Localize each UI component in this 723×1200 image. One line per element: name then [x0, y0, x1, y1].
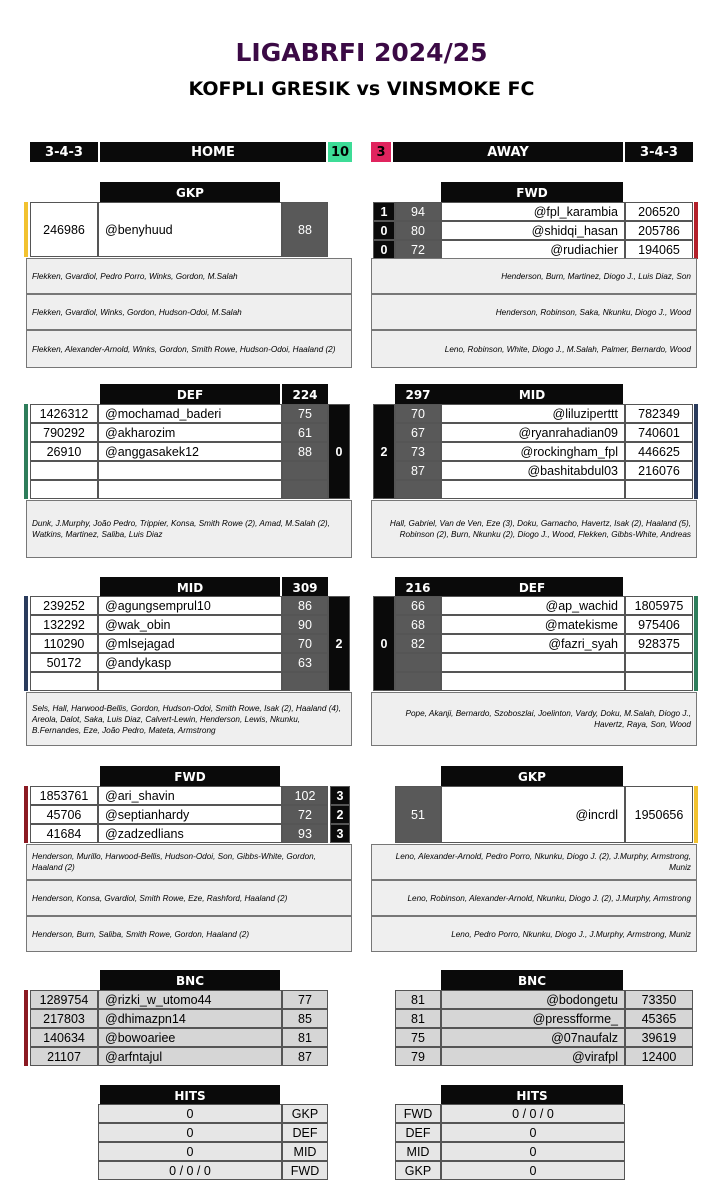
away-mid-name: @bashitabdul03	[441, 461, 625, 480]
away-def-name: @fazri_syah	[441, 634, 625, 653]
home-fwd-name: @septianhardy	[98, 805, 282, 824]
away-mid-points: 70	[395, 404, 441, 423]
away-def-empty	[441, 672, 625, 691]
home-bnc-name: @rizki_w_utomo44	[98, 990, 282, 1009]
away-fwd-header: FWD	[441, 182, 623, 203]
home-gkp-points: 88	[282, 202, 328, 257]
away-hits-value: 0 / 0 / 0	[441, 1104, 625, 1123]
away-gkp-note-1: Leno, Alexander-Arnold, Pedro Porro, Nkunku, Diogo J. (2), J.Murphy, Armstrong, Muniz	[371, 844, 697, 880]
away-fwd-rank: 205786	[625, 221, 693, 240]
away-hits-header: HITS	[441, 1085, 623, 1106]
away-hits-pos: GKP	[395, 1161, 441, 1180]
away-def-points: 82	[395, 634, 441, 653]
home-def-empty	[282, 461, 328, 480]
home-mid-rank: 110290	[30, 634, 98, 653]
home-hits-value: 0	[98, 1104, 282, 1123]
away-fwd-hits: 1	[373, 202, 395, 221]
home-def-name: @mochamad_baderi	[98, 404, 282, 423]
home-mid-note: Sels, Hall, Harwood-Bellis, Gordon, Hudson-Odoi, Smith Rowe, Isak (2), Haaland (4), Areola, Dalot, Saka, Luis Diaz, Calvert-Lewin, Henderson, Lewis, Nkunku, B.Fernandes, Eze, João Pedro, Mateta, Armstrong	[26, 692, 352, 746]
home-fwd-hits: 3	[330, 824, 350, 843]
away-mid-stripe	[694, 404, 698, 499]
home-fwd-points: 72	[282, 805, 328, 824]
home-def-total: 224	[282, 384, 328, 405]
away-gkp-note-2: Leno, Robinson, Alexander-Arnold, Nkunku, Diogo J. (2), J.Murphy, Armstrong	[371, 880, 697, 916]
away-gkp-points: 51	[395, 786, 441, 843]
away-def-total: 216	[395, 577, 441, 598]
home-fwd-points: 93	[282, 824, 328, 843]
home-formation: 3-4-3	[30, 142, 98, 162]
home-hits-pos: GKP	[282, 1104, 328, 1123]
away-bnc-rank: 39619	[625, 1028, 693, 1047]
away-def-stripe	[694, 596, 698, 691]
home-bnc-rank: 1289754	[30, 990, 98, 1009]
home-fwd-rank: 45706	[30, 805, 98, 824]
away-fwd-note-3: Leno, Robinson, White, Diogo J., M.Salah, Palmer, Bernardo, Wood	[371, 330, 697, 368]
away-gkp-note-3: Leno, Pedro Porro, Nkunku, Diogo J., J.Murphy, Armstrong, Muniz	[371, 916, 697, 952]
home-def-empty	[98, 461, 282, 480]
away-def-name: @matekisme	[441, 615, 625, 634]
away-def-name: @ap_wachid	[441, 596, 625, 615]
away-mid-name: @liluziperttt	[441, 404, 625, 423]
home-mid-header: MID	[100, 577, 280, 598]
away-label: AWAY	[393, 142, 623, 162]
away-bnc-rank: 73350	[625, 990, 693, 1009]
home-mid-name: @wak_obin	[98, 615, 282, 634]
home-gkp-header: GKP	[100, 182, 280, 203]
away-fwd-name: @rudiachier	[441, 240, 625, 259]
away-def-rank: 975406	[625, 615, 693, 634]
home-bnc-rank: 217803	[30, 1009, 98, 1028]
home-gkp-stripe	[24, 202, 28, 257]
away-hits-value: 0	[441, 1142, 625, 1161]
home-mid-points: 70	[282, 634, 328, 653]
home-mid-stripe	[24, 596, 28, 691]
away-fwd-name: @shidqi_hasan	[441, 221, 625, 240]
away-hits-pos: MID	[395, 1142, 441, 1161]
home-fwd-note-1: Henderson, Murillo, Harwood-Bellis, Hudson-Odoi, Son, Gibbs-White, Gordon, Haaland (2)	[26, 844, 352, 880]
away-bnc-name: @bodongetu	[441, 990, 625, 1009]
home-fwd-points: 102	[282, 786, 328, 805]
away-mid-note: Hall, Gabriel, Van de Ven, Eze (3), Doku, Garnacho, Havertz, Isak (2), Haaland (5), Robinson (2), Burn, Nkunku (2), Diogo J., Wood, Flekken, Gibbs-White, Andreas	[371, 500, 697, 558]
away-def-empty	[395, 672, 441, 691]
away-def-hits: 0	[373, 596, 395, 691]
home-gkp-note-1: Flekken, Gvardiol, Pedro Porro, Winks, Gordon, M.Salah	[26, 258, 352, 294]
away-def-points: 66	[395, 596, 441, 615]
home-bnc-rank: 140634	[30, 1028, 98, 1047]
away-def-note: Pope, Akanji, Bernardo, Szoboszlai, Joelinton, Vardy, Doku, M.Salah, Diogo J., Havertz, Raya, Son, Wood	[371, 692, 697, 746]
away-def-empty	[395, 653, 441, 672]
away-bnc-points: 75	[395, 1028, 441, 1047]
away-gkp-stripe	[694, 786, 698, 843]
home-hits-pos: DEF	[282, 1123, 328, 1142]
home-hits-pos: FWD	[282, 1161, 328, 1180]
home-def-empty	[30, 461, 98, 480]
away-bnc-name: @virafpl	[441, 1047, 625, 1066]
home-bnc-points: 87	[282, 1047, 328, 1066]
home-gkp-note-2: Flekken, Gvardiol, Winks, Gordon, Hudson-Odoi, M.Salah	[26, 294, 352, 330]
home-fwd-stripe	[24, 786, 28, 843]
away-mid-rank: 782349	[625, 404, 693, 423]
away-def-empty	[441, 653, 625, 672]
away-gkp-header: GKP	[441, 766, 623, 787]
home-bnc-rank: 21107	[30, 1047, 98, 1066]
away-hits-value: 0	[441, 1123, 625, 1142]
home-mid-points: 90	[282, 615, 328, 634]
home-bnc-points: 77	[282, 990, 328, 1009]
home-def-header: DEF	[100, 384, 280, 405]
away-fwd-name: @fpl_karambia	[441, 202, 625, 221]
away-fwd-note-2: Henderson, Robinson, Saka, Nkunku, Diogo J., Wood	[371, 294, 697, 330]
away-formation: 3-4-3	[625, 142, 693, 162]
home-bnc-points: 85	[282, 1009, 328, 1028]
away-fwd-stripe	[694, 240, 698, 259]
home-fwd-hits: 2	[330, 805, 350, 824]
home-bnc-points: 81	[282, 1028, 328, 1047]
home-fwd-rank: 1853761	[30, 786, 98, 805]
home-fwd-header: FWD	[100, 766, 280, 787]
away-def-empty	[625, 672, 693, 691]
home-fwd-rank: 41684	[30, 824, 98, 843]
away-mid-name: @rockingham_fpl	[441, 442, 625, 461]
home-fwd-hits: 3	[330, 786, 350, 805]
away-bnc-name: @07naufalz	[441, 1028, 625, 1047]
away-mid-header: MID	[441, 384, 623, 405]
home-mid-hits: 2	[328, 596, 350, 691]
home-fwd-note-2: Henderson, Konsa, Gvardiol, Smith Rowe, Eze, Rashford, Haaland (2)	[26, 880, 352, 916]
home-def-rank: 790292	[30, 423, 98, 442]
home-label: HOME	[100, 142, 326, 162]
away-gkp-rank: 1950656	[625, 786, 693, 843]
home-gkp-rank: 246986	[30, 202, 98, 257]
away-hits-pos: FWD	[395, 1104, 441, 1123]
home-def-name: @akharozim	[98, 423, 282, 442]
away-fwd-rank: 194065	[625, 240, 693, 259]
home-def-name: @anggasakek12	[98, 442, 282, 461]
away-mid-empty	[395, 480, 441, 499]
home-bnc-name: @dhimazpn14	[98, 1009, 282, 1028]
away-hits-value: 0	[441, 1161, 625, 1180]
away-mid-points: 67	[395, 423, 441, 442]
away-def-rank: 928375	[625, 634, 693, 653]
away-fwd-hits: 0	[373, 240, 395, 259]
home-mid-points: 86	[282, 596, 328, 615]
away-def-empty	[625, 653, 693, 672]
home-def-empty	[282, 480, 328, 499]
home-fwd-name: @zadzedlians	[98, 824, 282, 843]
home-mid-empty	[282, 672, 328, 691]
away-fwd-stripe	[694, 202, 698, 221]
away-fwd-points: 94	[395, 202, 441, 221]
away-def-points: 68	[395, 615, 441, 634]
home-gkp-note-3: Flekken, Alexander-Arnold, Winks, Gordon, Smith Rowe, Hudson-Odoi, Haaland (2)	[26, 330, 352, 368]
home-mid-empty	[98, 672, 282, 691]
home-hits-pos: MID	[282, 1142, 328, 1161]
home-def-rank: 26910	[30, 442, 98, 461]
away-mid-empty	[625, 480, 693, 499]
away-bnc-points: 81	[395, 990, 441, 1009]
home-mid-rank: 239252	[30, 596, 98, 615]
away-fwd-rank: 206520	[625, 202, 693, 221]
away-mid-points: 87	[395, 461, 441, 480]
home-hits-header: HITS	[100, 1085, 280, 1106]
home-def-empty	[30, 480, 98, 499]
away-bnc-name: @pressfforme_	[441, 1009, 625, 1028]
match-title: KOFPLI GRESIK vs VINSMOKE FC	[188, 78, 535, 100]
away-fwd-note-1: Henderson, Burn, Martinez, Diogo J., Luis Diaz, Son	[371, 258, 697, 294]
home-mid-points: 63	[282, 653, 328, 672]
away-mid-name: @ryanrahadian09	[441, 423, 625, 442]
away-fwd-stripe	[694, 221, 698, 240]
away-score: 3	[371, 142, 391, 162]
home-def-note: Dunk, J.Murphy, João Pedro, Trippier, Konsa, Smith Rowe (2), Amad, M.Salah (2), Watkins, Martinez, Saliba, Luis Diaz	[26, 500, 352, 558]
away-bnc-rank: 45365	[625, 1009, 693, 1028]
away-bnc-points: 79	[395, 1047, 441, 1066]
home-hits-value: 0	[98, 1123, 282, 1142]
home-gkp-name: @benyhuud	[98, 202, 282, 257]
away-mid-rank: 446625	[625, 442, 693, 461]
away-def-header: DEF	[441, 577, 623, 598]
home-hits-value: 0	[98, 1142, 282, 1161]
away-gkp-name: @incrdl	[441, 786, 625, 843]
home-def-points: 75	[282, 404, 328, 423]
home-def-points: 88	[282, 442, 328, 461]
away-mid-rank: 216076	[625, 461, 693, 480]
away-mid-points: 73	[395, 442, 441, 461]
home-mid-rank: 50172	[30, 653, 98, 672]
home-def-rank: 1426312	[30, 404, 98, 423]
away-mid-total: 297	[395, 384, 441, 405]
home-def-empty	[98, 480, 282, 499]
home-mid-name: @agungsemprul10	[98, 596, 282, 615]
home-mid-name: @andykasp	[98, 653, 282, 672]
home-def-points: 61	[282, 423, 328, 442]
away-fwd-hits: 0	[373, 221, 395, 240]
home-def-hits: 0	[328, 404, 350, 499]
home-mid-empty	[30, 672, 98, 691]
home-bnc-name: @bowoariee	[98, 1028, 282, 1047]
home-mid-rank: 132292	[30, 615, 98, 634]
home-bnc-header: BNC	[100, 970, 280, 991]
away-bnc-rank: 12400	[625, 1047, 693, 1066]
home-bnc-stripe	[24, 990, 28, 1066]
home-bnc-name: @arfntajul	[98, 1047, 282, 1066]
away-mid-hits: 2	[373, 404, 395, 499]
home-def-stripe	[24, 404, 28, 499]
away-fwd-points: 72	[395, 240, 441, 259]
away-mid-empty	[441, 480, 625, 499]
away-hits-pos: DEF	[395, 1123, 441, 1142]
home-mid-total: 309	[282, 577, 328, 598]
away-mid-rank: 740601	[625, 423, 693, 442]
away-fwd-points: 80	[395, 221, 441, 240]
home-hits-value: 0 / 0 / 0	[98, 1161, 282, 1180]
home-fwd-name: @ari_shavin	[98, 786, 282, 805]
home-fwd-note-3: Henderson, Burn, Saliba, Smith Rowe, Gordon, Haaland (2)	[26, 916, 352, 952]
league-title: LIGABRFI 2024/25	[235, 38, 488, 67]
home-mid-name: @mlsejagad	[98, 634, 282, 653]
home-score: 10	[328, 142, 352, 162]
away-bnc-header: BNC	[441, 970, 623, 991]
away-def-rank: 1805975	[625, 596, 693, 615]
away-bnc-points: 81	[395, 1009, 441, 1028]
